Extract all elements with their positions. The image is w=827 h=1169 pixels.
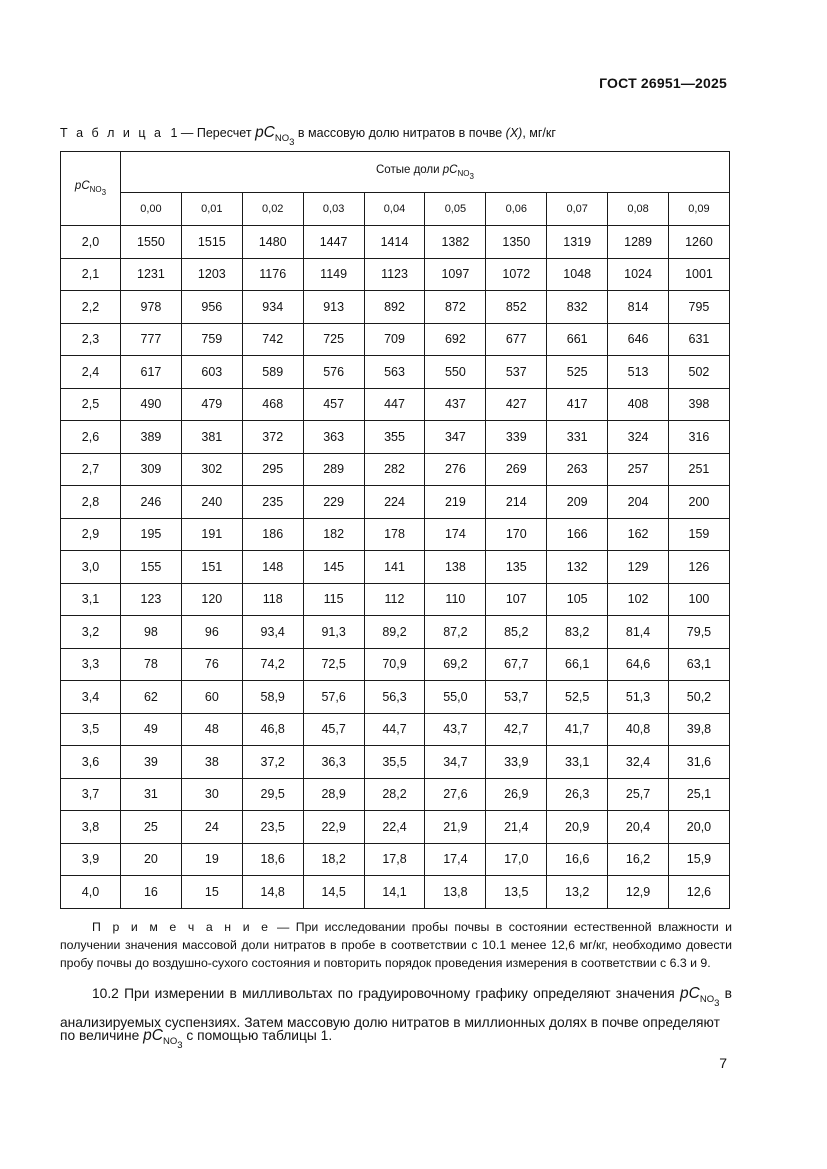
table-cell: 631: [669, 323, 730, 356]
table-cell: 155: [121, 551, 182, 584]
table-cell: 24: [181, 811, 242, 844]
table-cell: 20,9: [547, 811, 608, 844]
table-cell: 25,1: [669, 778, 730, 811]
table-cell: 66,1: [547, 648, 608, 681]
table-cell: 251: [669, 453, 730, 486]
table-cell: 49: [121, 713, 182, 746]
table-cell: 892: [364, 291, 425, 324]
table-cell: 166: [547, 518, 608, 551]
table-cell: 978: [121, 291, 182, 324]
table-cell: 617: [121, 356, 182, 389]
table-cell: 246: [121, 486, 182, 519]
note-label: П р и м е ч а н и е: [92, 920, 271, 934]
table-cell: 129: [608, 551, 669, 584]
table-cell: 589: [242, 356, 303, 389]
table-cell: 17,4: [425, 843, 486, 876]
table-cell: 32,4: [608, 746, 669, 779]
table-cell: 257: [608, 453, 669, 486]
row-key-cell: 3,7: [61, 778, 121, 811]
table-cell: 759: [181, 323, 242, 356]
table-cell: 240: [181, 486, 242, 519]
table-cell: 276: [425, 453, 486, 486]
table-cell: 135: [486, 551, 547, 584]
column-header: 0,04: [364, 193, 425, 226]
table-cell: 25: [121, 811, 182, 844]
table-cell: 219: [425, 486, 486, 519]
table-cell: 1176: [242, 258, 303, 291]
column-header: 0,07: [547, 193, 608, 226]
column-header: 0,03: [303, 193, 364, 226]
table-cell: 398: [669, 388, 730, 421]
table-cell: 363: [303, 421, 364, 454]
table-cell: 107: [486, 583, 547, 616]
table-cell: 289: [303, 453, 364, 486]
table-cell: 563: [364, 356, 425, 389]
table-cell: 41,7: [547, 713, 608, 746]
table-row: [61, 876, 730, 909]
table-cell: 178: [364, 518, 425, 551]
row-key-cell: 3,2: [61, 616, 121, 649]
table-cell: 27,6: [425, 778, 486, 811]
table-cell: 39,8: [669, 713, 730, 746]
table-cell: 67,7: [486, 648, 547, 681]
row-key-cell: 3,3: [61, 648, 121, 681]
caption-text-before: — Пересчет: [180, 126, 252, 140]
table-cell: 145: [303, 551, 364, 584]
table-cell: 46,8: [242, 713, 303, 746]
table-cell: 316: [669, 421, 730, 454]
table-cell: 302: [181, 453, 242, 486]
table-cell: 22,9: [303, 811, 364, 844]
table-cell: 1024: [608, 258, 669, 291]
table-cell: 138: [425, 551, 486, 584]
table-cell: 21,4: [486, 811, 547, 844]
table-cell: 447: [364, 388, 425, 421]
group-header-cell: Сотые доли $pC_{NO_3}$: [121, 152, 730, 193]
table-cell: 22,4: [364, 811, 425, 844]
table-cell: 60: [181, 681, 242, 714]
table-cell: 91,3: [303, 616, 364, 649]
column-header-row: [61, 193, 730, 226]
table-cell: 725: [303, 323, 364, 356]
row-key-cell: 2,5: [61, 388, 121, 421]
column-header: 0,08: [608, 193, 669, 226]
table-cell: 742: [242, 323, 303, 356]
table-row: [61, 453, 730, 486]
table-cell: 381: [181, 421, 242, 454]
table-cell: 25,7: [608, 778, 669, 811]
table-cell: 159: [669, 518, 730, 551]
table-cell: 389: [121, 421, 182, 454]
table-cell: 17,0: [486, 843, 547, 876]
table-row: [61, 486, 730, 519]
table-cell: 19: [181, 843, 242, 876]
page-number: 7: [719, 1055, 727, 1071]
table-cell: 126: [669, 551, 730, 584]
table-cell: 17,8: [364, 843, 425, 876]
table-row: [61, 258, 730, 291]
table-cell: 200: [669, 486, 730, 519]
table-cell: 33,1: [547, 746, 608, 779]
table-cell: 576: [303, 356, 364, 389]
row-key-cell: 3,9: [61, 843, 121, 876]
table-note: [60, 918, 732, 972]
table-cell: 852: [486, 291, 547, 324]
table-cell: 224: [364, 486, 425, 519]
table-cell: 29,5: [242, 778, 303, 811]
row-key-cell: 2,6: [61, 421, 121, 454]
table-cell: 13,5: [486, 876, 547, 909]
table-cell: 1515: [181, 226, 242, 259]
table-cell: 229: [303, 486, 364, 519]
table-row: [61, 681, 730, 714]
caption-variable: (X): [505, 126, 523, 140]
table-cell: 28,9: [303, 778, 364, 811]
row-key-cell: 3,0: [61, 551, 121, 584]
table-cell: 191: [181, 518, 242, 551]
table-cell: 21,9: [425, 811, 486, 844]
table-cell: 18,6: [242, 843, 303, 876]
conversion-table: [60, 151, 730, 909]
table-cell: 30: [181, 778, 242, 811]
table-cell: 70,9: [364, 648, 425, 681]
table-cell: 15,9: [669, 843, 730, 876]
row-key-cell: 3,8: [61, 811, 121, 844]
table-cell: 87,2: [425, 616, 486, 649]
table-cell: 93,4: [242, 616, 303, 649]
table-row: [61, 226, 730, 259]
table-cell: 195: [121, 518, 182, 551]
table-row: [61, 811, 730, 844]
table-cell: 63,1: [669, 648, 730, 681]
table-cell: 34,7: [425, 746, 486, 779]
table-cell: 235: [242, 486, 303, 519]
table-cell: 78: [121, 648, 182, 681]
table-cell: 832: [547, 291, 608, 324]
standard-number: ГОСТ 26951—2025: [599, 75, 727, 91]
table-cell: 57,6: [303, 681, 364, 714]
table-cell: 309: [121, 453, 182, 486]
table-cell: 105: [547, 583, 608, 616]
table-cell: 151: [181, 551, 242, 584]
caption-label: Т а б л и ц а: [60, 126, 164, 140]
table-cell: 39: [121, 746, 182, 779]
table-cell: 23,5: [242, 811, 303, 844]
table-row: [61, 518, 730, 551]
table-row: [61, 843, 730, 876]
table-cell: 1123: [364, 258, 425, 291]
table-cell: 204: [608, 486, 669, 519]
table-cell: 324: [608, 421, 669, 454]
row-key-cell: 4,0: [61, 876, 121, 909]
table-row: [61, 746, 730, 779]
table-cell: 13,2: [547, 876, 608, 909]
table-cell: 457: [303, 388, 364, 421]
table-cell: 38: [181, 746, 242, 779]
table-cell: 661: [547, 323, 608, 356]
table-cell: 85,2: [486, 616, 547, 649]
table-cell: 31,6: [669, 746, 730, 779]
table-cell: 1550: [121, 226, 182, 259]
table-cell: 79,5: [669, 616, 730, 649]
table-cell: 13,8: [425, 876, 486, 909]
column-header: 0,00: [121, 193, 182, 226]
table-cell: 123: [121, 583, 182, 616]
table-cell: 1414: [364, 226, 425, 259]
table-row: [61, 291, 730, 324]
table-cell: 186: [242, 518, 303, 551]
table-cell: 74,2: [242, 648, 303, 681]
table-cell: 118: [242, 583, 303, 616]
table-cell: 1149: [303, 258, 364, 291]
table-cell: 28,2: [364, 778, 425, 811]
table-cell: 502: [669, 356, 730, 389]
table-cell: 427: [486, 388, 547, 421]
caption-number: 1: [170, 126, 178, 140]
table-cell: 12,9: [608, 876, 669, 909]
table-cell: 56,3: [364, 681, 425, 714]
table-cell: 408: [608, 388, 669, 421]
table-body: [61, 226, 730, 909]
table-cell: 83,2: [547, 616, 608, 649]
paragraph-10-2: 10.2 При измерении в милливольтах по градуировочному графику определяют значения $pC_{NO_3}$ в анализируемых суспензиях. Затем массовую долю нитратов в миллионных долях в почве определяют: [60, 985, 732, 1030]
table-cell: 12,6: [669, 876, 730, 909]
table-cell: 1260: [669, 226, 730, 259]
table-cell: 174: [425, 518, 486, 551]
caption-formula: $pC_{NO_3}$: [255, 124, 295, 148]
table-cell: 777: [121, 323, 182, 356]
table-cell: 677: [486, 323, 547, 356]
table-cell: 48: [181, 713, 242, 746]
table-cell: 468: [242, 388, 303, 421]
table-cell: 44,7: [364, 713, 425, 746]
table-cell: 50,2: [669, 681, 730, 714]
table-cell: 537: [486, 356, 547, 389]
table-cell: 26,9: [486, 778, 547, 811]
table-cell: 37,2: [242, 746, 303, 779]
table-cell: 31: [121, 778, 182, 811]
table-cell: 58,9: [242, 681, 303, 714]
table-cell: 115: [303, 583, 364, 616]
table-cell: 72,5: [303, 648, 364, 681]
table-cell: 170: [486, 518, 547, 551]
table-cell: 14,8: [242, 876, 303, 909]
table-cell: 872: [425, 291, 486, 324]
table-row: [61, 323, 730, 356]
table-cell: 339: [486, 421, 547, 454]
paragraph-formula: $pC_{NO_3}$: [680, 985, 720, 1009]
table-cell: 16,6: [547, 843, 608, 876]
table-cell: 14,1: [364, 876, 425, 909]
table-cell: 956: [181, 291, 242, 324]
table-row: [61, 388, 730, 421]
paragraph-formula-2: $pC_{NO_3}$: [143, 1027, 183, 1051]
table-cell: 913: [303, 291, 364, 324]
table-cell: 1097: [425, 258, 486, 291]
table-cell: 20,4: [608, 811, 669, 844]
table-cell: 795: [669, 291, 730, 324]
table-cell: 182: [303, 518, 364, 551]
table-cell: 814: [608, 291, 669, 324]
table-row: [61, 648, 730, 681]
table-caption: [60, 124, 556, 148]
table-cell: 18,2: [303, 843, 364, 876]
table-cell: 62: [121, 681, 182, 714]
row-key-cell: 3,1: [61, 583, 121, 616]
table-row: [61, 778, 730, 811]
table-cell: 14,5: [303, 876, 364, 909]
table-cell: 1231: [121, 258, 182, 291]
table-cell: 263: [547, 453, 608, 486]
table-cell: 1382: [425, 226, 486, 259]
table-cell: 372: [242, 421, 303, 454]
table-cell: 81,4: [608, 616, 669, 649]
table-cell: 120: [181, 583, 242, 616]
table-cell: 646: [608, 323, 669, 356]
table-cell: 26,3: [547, 778, 608, 811]
table-cell: 98: [121, 616, 182, 649]
table-cell: 36,3: [303, 746, 364, 779]
table-cell: 141: [364, 551, 425, 584]
table-cell: 347: [425, 421, 486, 454]
table-cell: 1001: [669, 258, 730, 291]
table-cell: 162: [608, 518, 669, 551]
column-header: 0,01: [181, 193, 242, 226]
table-cell: 513: [608, 356, 669, 389]
table-cell: 934: [242, 291, 303, 324]
table-cell: 69,2: [425, 648, 486, 681]
table-cell: 20,0: [669, 811, 730, 844]
table-row: [61, 583, 730, 616]
table-cell: 43,7: [425, 713, 486, 746]
row-key-cell: 2,4: [61, 356, 121, 389]
table-cell: 20: [121, 843, 182, 876]
row-key-cell: 2,9: [61, 518, 121, 551]
row-key-cell: 3,6: [61, 746, 121, 779]
table-cell: 132: [547, 551, 608, 584]
table-cell: 295: [242, 453, 303, 486]
table-cell: 1350: [486, 226, 547, 259]
table-cell: 15: [181, 876, 242, 909]
table-cell: 479: [181, 388, 242, 421]
table-cell: 89,2: [364, 616, 425, 649]
table-cell: 269: [486, 453, 547, 486]
table-cell: 100: [669, 583, 730, 616]
caption-units: , мг/кг: [522, 126, 556, 140]
table-cell: 51,3: [608, 681, 669, 714]
row-key-cell: 2,0: [61, 226, 121, 259]
row-header-cell: $pC_{NO_3}$: [61, 152, 121, 226]
table-cell: 1319: [547, 226, 608, 259]
table-cell: 35,5: [364, 746, 425, 779]
table-cell: 1072: [486, 258, 547, 291]
row-key-cell: 2,1: [61, 258, 121, 291]
table-cell: 355: [364, 421, 425, 454]
table-cell: 40,8: [608, 713, 669, 746]
paragraph-10-2-continued: по величине $pC_{NO_3}$ с помощью таблицы 1.: [60, 1027, 333, 1051]
row-key-cell: 2,2: [61, 291, 121, 324]
table-cell: 490: [121, 388, 182, 421]
table-row: [61, 551, 730, 584]
column-header: 0,06: [486, 193, 547, 226]
table-row: [61, 421, 730, 454]
table-cell: 214: [486, 486, 547, 519]
table-cell: 437: [425, 388, 486, 421]
table-row: [61, 616, 730, 649]
row-key-cell: 2,7: [61, 453, 121, 486]
table-cell: 110: [425, 583, 486, 616]
note-text: — При исследовании пробы почвы в состоянии естественной влажности и получении значения массовой доли нитратов в пробе в соответствии с 10.1 менее 12,6 мг/кг, необходимо довести пробу почвы до воздушно-сухого состояния и повторить порядок проведения измерения в соответствии с 6.3 и 9.: [60, 920, 733, 970]
table-cell: 33,9: [486, 746, 547, 779]
table-cell: 112: [364, 583, 425, 616]
table-cell: 102: [608, 583, 669, 616]
column-header: 0,02: [242, 193, 303, 226]
table-cell: 52,5: [547, 681, 608, 714]
table-cell: 550: [425, 356, 486, 389]
table-cell: 692: [425, 323, 486, 356]
table-cell: 709: [364, 323, 425, 356]
row-key-cell: 2,3: [61, 323, 121, 356]
table-cell: 16: [121, 876, 182, 909]
table-cell: 417: [547, 388, 608, 421]
table-cell: 148: [242, 551, 303, 584]
table-cell: 603: [181, 356, 242, 389]
table-cell: 1048: [547, 258, 608, 291]
row-key-cell: 3,5: [61, 713, 121, 746]
table-cell: 96: [181, 616, 242, 649]
row-key-cell: 2,8: [61, 486, 121, 519]
table-cell: 1203: [181, 258, 242, 291]
column-header: 0,09: [669, 193, 730, 226]
table-cell: 53,7: [486, 681, 547, 714]
table-cell: 55,0: [425, 681, 486, 714]
column-header: 0,05: [425, 193, 486, 226]
table-cell: 525: [547, 356, 608, 389]
table-cell: 42,7: [486, 713, 547, 746]
table-row: [61, 713, 730, 746]
table-cell: 76: [181, 648, 242, 681]
table-cell: 331: [547, 421, 608, 454]
table-cell: 64,6: [608, 648, 669, 681]
table-cell: 282: [364, 453, 425, 486]
table-cell: 1447: [303, 226, 364, 259]
table-cell: 16,2: [608, 843, 669, 876]
table-cell: 1289: [608, 226, 669, 259]
table-cell: 45,7: [303, 713, 364, 746]
table-cell: 209: [547, 486, 608, 519]
table-row: [61, 356, 730, 389]
table-cell: 1480: [242, 226, 303, 259]
caption-text-after: в массовую долю нитратов в почве: [297, 126, 503, 140]
row-key-cell: 3,4: [61, 681, 121, 714]
